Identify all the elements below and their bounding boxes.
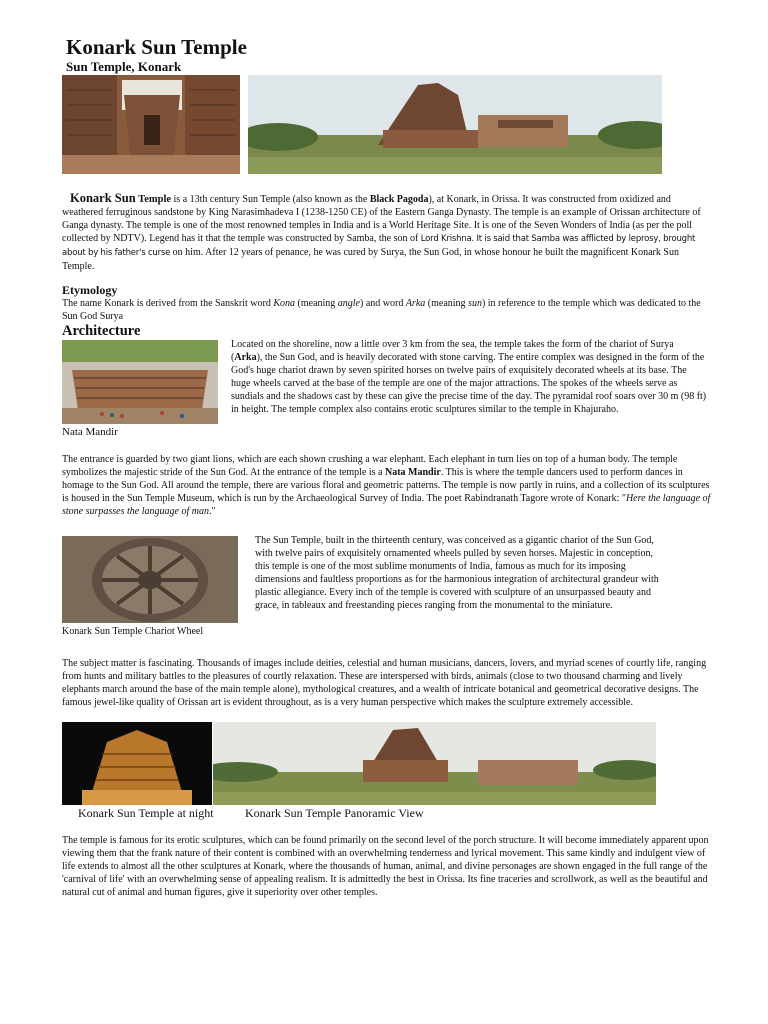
nata-mandir-caption: Nata Mandir (62, 426, 118, 438)
intro-lead-temple: Temple (138, 194, 172, 205)
page-subtitle: Sun Temple, Konark (66, 59, 182, 74)
subject-paragraph: The subject matter is fascinating. Thousands of images include deities, celestial and human musicians, dancers, lovers, and myriad scenes of courtly life, ranging from hunts and military battles to the pleasures of courtly relaxation. These are interspersed with birds, animals (close to two thousand charming and lively elephants march around the base of the main temple alone), mythological creatures, and a wealth of intricate botanical and geometrical decorative designs. The famous jewel-like quality of Orissan art is evident throughout, as is a very human perspective which makes the sculpture extremely accessible. (62, 658, 707, 709)
chariot-wheel-caption: Konark Sun Temple Chariot Wheel (62, 626, 204, 637)
architecture-paragraph-1: Located on the shoreline, now a little over 3 km from the sea, the temple takes the form of the chariot of Surya (Arka), the Sun God, and is heavily decorated with stone carving. The entire complex was designed in the form of the God's huge chariot drawn by seven spirited horses on twelve pairs of exquisitely decorated wheels at its base. The huge wheels carved at the base of the temple are one of the major attractions. The spokes of the wheels serve as sundials and the shadows cast by these can give the precise time of the day. The pyramidal roof soars over 30 m (98 ft) in height. The temple complex also contains erotic sculptures similar to the temple in Khajuraho. (231, 339, 707, 416)
wheel-paragraph: The Sun Temple, built in the thirteenth century, was conceived as a gigantic chariot of the Sun God, with twelve pairs of exquisitely ornamented wheels pulled by seven horses. Majestic in conception, this temple is one of the most sublime monuments of India, famous as much for its imposing dimensions and faultless proportions as for the harmonious integration of architectural grandeur with plastic allegiance. Every inch of the temple is covered with sculpture of an unsurpassed beauty and grace, in tableaux and freestanding pieces ranging from the monumental to the miniature. (255, 535, 659, 612)
temple-night-photo (62, 722, 212, 805)
page-title: Konark Sun Temple (66, 35, 247, 59)
temple-landscape-photo (248, 75, 662, 174)
intro-text-1: is a 13th century Sun Temple (also known as the (171, 194, 370, 205)
intro-text-2: ), at Konark, in Orissa. It was constructed from oxidized and weathered ferruginous sandstone by King Narasimhadeva I (1238-1250 CE) of the Eastern Ganga Dynasty. The temple is an example of Orissan architecture of Ganga dynasty. The temple is one of the most renowned temples in India and is a World Heritage Site. It is one of the Seven Wonders of India (as per the poll collected by NDTV). Legend has it that the temple was constructed by Samba, the son of (62, 194, 701, 245)
nata-mandir-photo (62, 340, 218, 424)
intro-paragraph (62, 192, 702, 274)
intro-lead: Konark Sun (70, 191, 136, 205)
chariot-wheel-photo (62, 536, 238, 623)
architecture-paragraph-2: The entrance is guarded by two giant lions, which are each shown crushing a war elephant. Each elephant in turn lies on top of a human body. The temple symbolizes the majestic stride of the Sun God. At the entrance of the temple is a Nata Mandir. This is where the temple dancers used to perform dances in homage to the Sun God. All around the temple, there are various floral and geometric patterns. The temple is now partly in ruins, and a collection of its sculptures is housed in the Sun Temple Museum, which is run by the Archaeological Survey of India. The poet Rabindranath Tagore wrote of Konark: "Here the language of stone surpasses the language of man." (62, 454, 711, 518)
panorama-photo-caption: Konark Sun Temple Panoramic View (245, 806, 424, 820)
erotic-sculptures-paragraph: The temple is famous for its erotic sculptures, which can be found primarily on the second level of the porch structure. It will become immediately apparent upon viewing them that the frank nature of their content is combined with an overwhelming tenderness and lyrical movement. This same kindly and indulgent view of life extends to almost all the other sculptures at Konark, where the thousands of human, animal, and divine personages are shown engaged in the full range of the 'carnival of life' with an overwhelming sense of appealing realism. It is admittedly the best in Orissa. Its fine traceries and scrollwork, as well as the beautiful and natural cut of animal and human figures, give it superiority over other temples. (62, 835, 709, 899)
intro-black-pagoda: Black Pagoda (369, 194, 429, 205)
etymology-paragraph: The name Konark is derived from the Sanskrit word Kona (meaning angle) and word Arka (meaning sun) in reference to the temple which was dedicated to the Sun God Surya (62, 298, 701, 323)
night-photo-caption: Konark Sun Temple at night (78, 806, 214, 820)
intro-text-3: on him. After 12 years of penance, he was cured by Surya, the Sun God, in whose honour he built the magnificent Konark Sun Temple. (62, 247, 679, 273)
temple-corridor-photo (62, 75, 240, 174)
architecture-heading: Architecture (62, 323, 141, 339)
etymology-heading: Etymology (62, 283, 118, 297)
temple-panorama-photo (213, 722, 656, 805)
intro-handwritten: Lord Krishna. It is said that Samba was afflicted by leprosy, brought about by his father's curse (62, 234, 696, 259)
